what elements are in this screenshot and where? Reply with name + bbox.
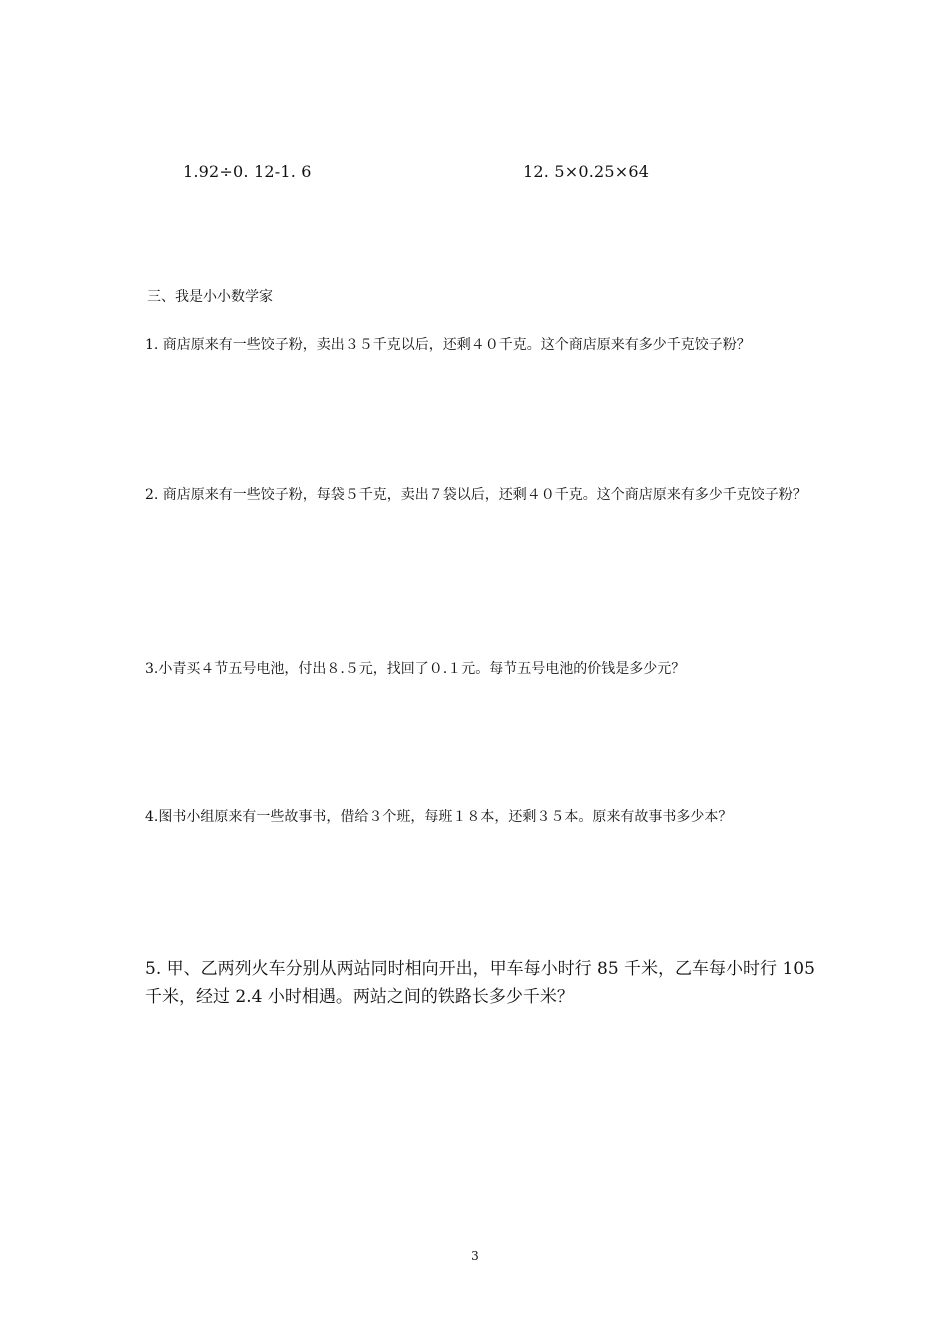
section-title: 三、我是小小数学家 xyxy=(147,289,273,305)
word-problem-1: 1. 商店原来有一些饺子粉，卖出３５千克以后，还剩４０千克。这个商店原来有多少千克饺子粉？ xyxy=(145,337,751,353)
word-problem-4: 4.图书小组原来有一些故事书，借给３个班，每班１８本，还剩３５本。原来有故事书多少本？ xyxy=(145,809,733,825)
word-problem-3: 3.小青买４节五号电池，付出８.５元，找回了０.１元。每节五号电池的价钱是多少元？ xyxy=(145,661,686,677)
word-problem-5: 5. 甲、乙两列火车分别从两站同时相向开出，甲车每小时行 85 千米，乙车每小时行 105 千米，经过 2.4 小时相遇。两站之间的铁路长多少千米？ xyxy=(145,959,815,1007)
calculation-expression-left: 1.92÷0. 12-1. 6 xyxy=(183,162,312,181)
page-number: 3 xyxy=(471,1249,479,1263)
calculation-expression-right: 12. 5×0.25×64 xyxy=(523,162,650,181)
word-problem-2: 2. 商店原来有一些饺子粉，每袋５千克，卖出７袋以后，还剩４０千克。这个商店原来有多少千克饺子粉？ xyxy=(145,487,807,503)
